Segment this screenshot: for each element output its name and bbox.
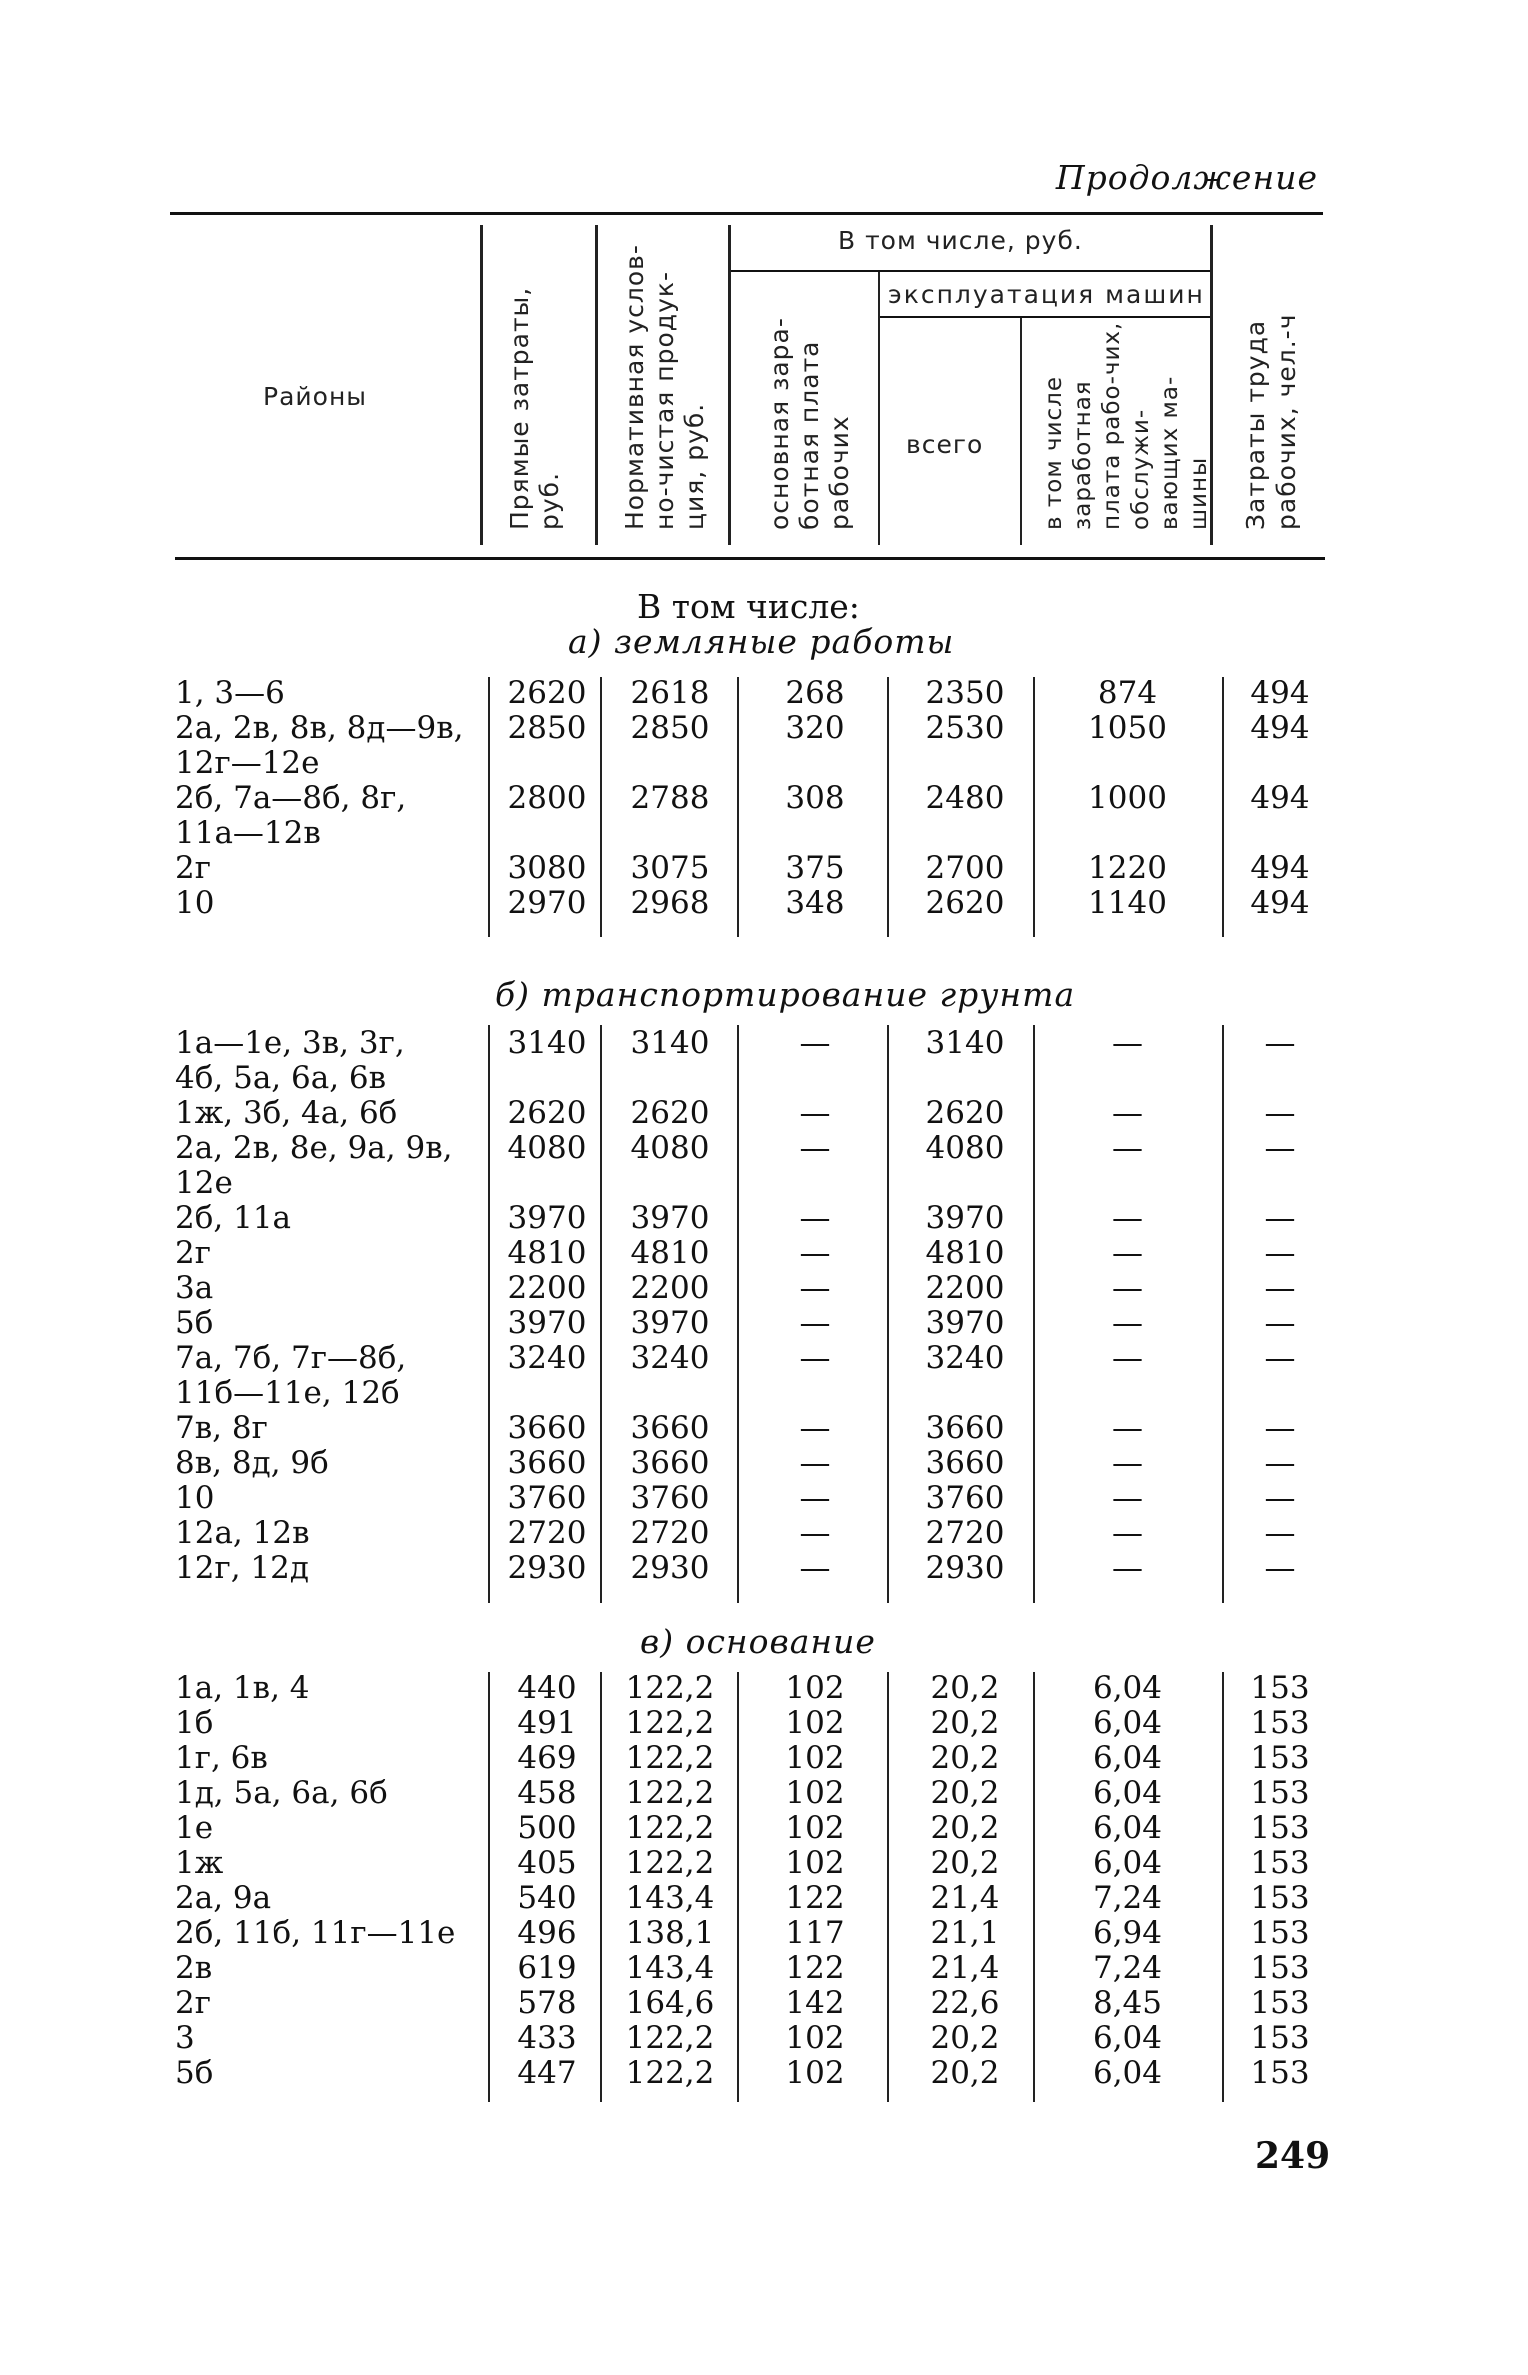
cell-normative: 122,2 (625, 1705, 715, 1741)
cell-machines-wage: 6,04 (1092, 1845, 1163, 1881)
cell-wage: — (799, 1410, 831, 1446)
cell-wage: — (799, 1235, 831, 1271)
cell-machines-wage: 6,04 (1092, 1670, 1163, 1706)
cell-machines-total: 3240 (925, 1340, 1005, 1376)
cell-machines-total: 2700 (925, 850, 1005, 886)
cell-normative: 2620 (630, 1095, 710, 1131)
cell-direct: 405 (517, 1845, 577, 1881)
header-normative: Нормативная услов-но-чистая продук-ция, руб. (620, 244, 709, 530)
cell-machines-wage: — (1112, 1200, 1143, 1236)
row-region: 2а, 2в, 8в, 8д—9в, (175, 710, 464, 746)
cell-normative: 3660 (630, 1445, 710, 1481)
row-region: 2г (175, 1985, 211, 2021)
cell-labor: — (1264, 1095, 1296, 1131)
cell-direct: 3760 (507, 1480, 587, 1516)
cell-machines-total: 20,2 (930, 1775, 1000, 1811)
cell-direct: 458 (517, 1775, 577, 1811)
header-top-rule (170, 212, 1323, 215)
table-row (0, 1670, 1528, 1706)
cell-normative: 2850 (630, 710, 710, 746)
table-row (0, 1095, 1528, 1131)
cell-normative: 3075 (630, 850, 710, 886)
table-row (0, 850, 1528, 886)
cell-direct: 500 (517, 1810, 577, 1846)
row-region: 2г (175, 850, 211, 886)
cell-machines-total: 2200 (925, 1270, 1005, 1306)
row-region: 1а—1е, 3в, 3г, (175, 1025, 405, 1061)
cell-labor: — (1264, 1515, 1296, 1551)
cell-wage: 102 (785, 1775, 845, 1811)
cell-wage: 348 (785, 885, 845, 921)
cell-wage: 117 (785, 1915, 845, 1951)
cell-normative: 3970 (630, 1305, 710, 1341)
table-row (0, 1165, 1528, 1201)
row-region: 3 (175, 2020, 195, 2056)
header-regions: Районы (263, 382, 368, 411)
cell-machines-wage: 6,04 (1092, 2020, 1163, 2056)
header-machines: эксплуатация машин (888, 280, 1205, 309)
row-region: 5б (175, 1305, 214, 1341)
table-row (0, 885, 1528, 921)
cell-machines-wage: 6,04 (1092, 1775, 1163, 1811)
cell-machines-total: 3970 (925, 1305, 1005, 1341)
row-region: 2б, 11а (175, 1200, 292, 1236)
cell-direct: 540 (517, 1880, 577, 1916)
cell-direct: 3970 (507, 1200, 587, 1236)
cell-machines-total: 3760 (925, 1480, 1005, 1516)
cell-normative: 2968 (630, 885, 710, 921)
row-region: 10 (175, 1480, 215, 1516)
header-sep-4 (878, 272, 880, 545)
cell-machines-total: 4810 (925, 1235, 1005, 1271)
cell-direct: 433 (517, 2020, 577, 2056)
cell-direct: 2800 (507, 780, 587, 816)
row-region: 1ж (175, 1845, 224, 1881)
cell-normative: 3140 (630, 1025, 710, 1061)
cell-machines-total: 2930 (925, 1550, 1005, 1586)
cell-labor: — (1264, 1480, 1296, 1516)
row-region: 2в (175, 1950, 213, 1986)
cell-labor: — (1264, 1340, 1296, 1376)
cell-wage: — (799, 1340, 831, 1376)
cell-machines-wage: 1220 (1088, 850, 1167, 886)
cell-machines-wage: 1140 (1088, 885, 1167, 921)
row-region: 5б (175, 2055, 214, 2091)
cell-machines-wage: — (1112, 1235, 1143, 1271)
cell-direct: 2850 (507, 710, 587, 746)
table-row (0, 1130, 1528, 1166)
table-row (0, 1445, 1528, 1481)
cell-machines-wage: 6,04 (1092, 1705, 1163, 1741)
cell-labor: 494 (1250, 885, 1310, 921)
cell-machines-wage: 6,04 (1092, 1740, 1163, 1776)
header-sep-5 (1020, 318, 1022, 545)
table-row (0, 1705, 1528, 1741)
table-row (0, 1060, 1528, 1096)
cell-labor: — (1264, 1305, 1296, 1341)
page-number: 249 (1255, 2135, 1331, 2177)
cell-wage: — (799, 1515, 831, 1551)
cell-normative: 122,2 (625, 2055, 715, 2091)
row-region: 1ж, 3б, 4а, 6б (175, 1095, 398, 1131)
cell-normative: 3240 (630, 1340, 710, 1376)
cell-direct: 2620 (507, 1095, 587, 1131)
cell-wage: 122 (785, 1880, 845, 1916)
cell-direct: 3140 (507, 1025, 587, 1061)
header-sep-2 (595, 225, 598, 545)
cell-normative: 122,2 (625, 1775, 715, 1811)
table-row (0, 1950, 1528, 1986)
cell-normative: 122,2 (625, 1810, 715, 1846)
row-region: 1е (175, 1810, 214, 1846)
cell-labor: — (1264, 1410, 1296, 1446)
cell-machines-wage: 6,04 (1092, 2055, 1163, 2091)
cell-machines-wage: — (1112, 1410, 1143, 1446)
header-total: всего (906, 430, 984, 459)
cell-machines-wage: — (1112, 1515, 1143, 1551)
cell-wage: — (799, 1480, 831, 1516)
cell-labor: 153 (1250, 1810, 1310, 1846)
cell-machines-total: 21,4 (930, 1880, 1000, 1916)
cell-direct: 3080 (507, 850, 587, 886)
cell-machines-wage: 7,24 (1092, 1880, 1163, 1916)
cell-direct: 578 (517, 1985, 577, 2021)
cell-wage: 268 (785, 675, 845, 711)
table-row (0, 1375, 1528, 1411)
table-row (0, 1740, 1528, 1776)
table-row (0, 1985, 1528, 2021)
cell-direct: 491 (517, 1705, 577, 1741)
cell-machines-total: 21,1 (930, 1915, 1000, 1951)
cell-normative: 2930 (630, 1550, 710, 1586)
table-row (0, 745, 1528, 781)
table-row (0, 1305, 1528, 1341)
table-row (0, 815, 1528, 851)
table-row (0, 2020, 1528, 2056)
cell-labor: 153 (1250, 1880, 1310, 1916)
cell-machines-total: 2620 (925, 1095, 1005, 1131)
cell-wage: — (799, 1095, 831, 1131)
header-including: В том числе, руб. (838, 226, 1083, 255)
cell-machines-total: 2530 (925, 710, 1005, 746)
row-region: 12е (175, 1165, 233, 1201)
cell-machines-wage: 8,45 (1092, 1985, 1163, 2021)
cell-machines-wage: 1000 (1088, 780, 1167, 816)
cell-normative: 164,6 (625, 1985, 715, 2021)
cell-wage: — (799, 1025, 831, 1061)
cell-direct: 447 (517, 2055, 577, 2091)
table-row (0, 710, 1528, 746)
cell-machines-total: 3660 (925, 1410, 1005, 1446)
row-region: 2б, 11б, 11г—11е (175, 1915, 456, 1951)
continuation-label: Продолжение (1055, 158, 1318, 197)
cell-machines-total: 2620 (925, 885, 1005, 921)
cell-machines-wage: 7,24 (1092, 1950, 1163, 1986)
cell-machines-wage: — (1112, 1305, 1143, 1341)
row-region: 1г, 6в (175, 1740, 268, 1776)
cell-machines-total: 3140 (925, 1025, 1005, 1061)
cell-wage: 320 (785, 710, 845, 746)
cell-normative: 138,1 (625, 1915, 715, 1951)
cell-labor: 153 (1250, 1705, 1310, 1741)
cell-labor: 153 (1250, 2055, 1310, 2091)
row-region: 11а—12в (175, 815, 321, 851)
cell-labor: 494 (1250, 710, 1310, 746)
cell-direct: 3660 (507, 1445, 587, 1481)
row-region: 10 (175, 885, 215, 921)
cell-labor: — (1264, 1025, 1296, 1061)
cell-normative: 4080 (630, 1130, 710, 1166)
cell-wage: 102 (785, 2020, 845, 2056)
section-title: б) транспортирование грунта (495, 975, 1076, 1014)
cell-machines-total: 20,2 (930, 1705, 1000, 1741)
table-row (0, 1270, 1528, 1306)
row-region: 12а, 12в (175, 1515, 310, 1551)
cell-labor: 153 (1250, 1950, 1310, 1986)
cell-normative: 122,2 (625, 1740, 715, 1776)
cell-wage: 102 (785, 1845, 845, 1881)
cell-direct: 2200 (507, 1270, 587, 1306)
cell-wage: — (799, 1130, 831, 1166)
cell-labor: — (1264, 1235, 1296, 1271)
cell-machines-total: 20,2 (930, 1740, 1000, 1776)
row-region: 7а, 7б, 7г—8б, (175, 1340, 407, 1376)
cell-machines-total: 20,2 (930, 2020, 1000, 2056)
row-region: 1д, 5а, 6а, 6б (175, 1775, 388, 1811)
cell-normative: 2720 (630, 1515, 710, 1551)
row-region: 2г (175, 1235, 211, 1271)
cell-labor: — (1264, 1130, 1296, 1166)
row-region: 1б (175, 1705, 214, 1741)
cell-direct: 2970 (507, 885, 587, 921)
cell-normative: 4810 (630, 1235, 710, 1271)
header-sep-3 (728, 225, 731, 545)
cell-wage: — (799, 1200, 831, 1236)
table-row (0, 1235, 1528, 1271)
table-row (0, 1550, 1528, 1586)
table-row (0, 1775, 1528, 1811)
cell-direct: 3240 (507, 1340, 587, 1376)
row-region: 2а, 2в, 8е, 9а, 9в, (175, 1130, 453, 1166)
table-row (0, 675, 1528, 711)
cell-normative: 2788 (630, 780, 710, 816)
cell-machines-total: 4080 (925, 1130, 1005, 1166)
cell-normative: 3760 (630, 1480, 710, 1516)
row-region: 2а, 9а (175, 1880, 272, 1916)
cell-machines-total: 20,2 (930, 1810, 1000, 1846)
cell-labor: — (1264, 1200, 1296, 1236)
header-labor: Затраты труда рабочих, чел.-ч (1241, 313, 1301, 530)
cell-machines-wage: — (1112, 1025, 1143, 1061)
cell-direct: 2720 (507, 1515, 587, 1551)
cell-machines-wage: — (1112, 1480, 1143, 1516)
cell-labor: 153 (1250, 2020, 1310, 2056)
table-row (0, 1515, 1528, 1551)
cell-wage: 308 (785, 780, 845, 816)
row-region: 12г—12е (175, 745, 320, 781)
table-row (0, 1410, 1528, 1446)
cell-normative: 122,2 (625, 2020, 715, 2056)
row-region: 1, 3—6 (175, 675, 285, 711)
cell-direct: 619 (517, 1950, 577, 1986)
cell-labor: 494 (1250, 675, 1310, 711)
header-direct-costs: Прямые затраты, руб. (505, 286, 564, 530)
cell-wage: 102 (785, 1810, 845, 1846)
cell-normative: 122,2 (625, 1845, 715, 1881)
cell-labor: 153 (1250, 1740, 1310, 1776)
cell-machines-total: 2480 (925, 780, 1005, 816)
table-row (0, 1915, 1528, 1951)
cell-labor: 153 (1250, 1985, 1310, 2021)
cell-labor: — (1264, 1550, 1296, 1586)
row-region: 11б—11е, 12б (175, 1375, 400, 1411)
cell-machines-total: 20,2 (930, 1845, 1000, 1881)
table-row (0, 1810, 1528, 1846)
cell-machines-total: 2350 (925, 675, 1005, 711)
cell-normative: 2200 (630, 1270, 710, 1306)
section-intro: В том числе: (637, 587, 860, 626)
table-row (0, 1025, 1528, 1061)
table-row (0, 1480, 1528, 1516)
table-row (0, 780, 1528, 816)
cell-wage: 375 (785, 850, 845, 886)
header-base-wage: основная зара-ботная плата рабочих (765, 317, 854, 530)
cell-direct: 3970 (507, 1305, 587, 1341)
cell-direct: 2930 (507, 1550, 587, 1586)
table-row (0, 1845, 1528, 1881)
cell-machines-wage: 6,94 (1092, 1915, 1163, 1951)
cell-machines-total: 3660 (925, 1445, 1005, 1481)
header-sep-1 (480, 225, 483, 545)
cell-wage: 102 (785, 1670, 845, 1706)
cell-machines-wage: — (1112, 1130, 1143, 1166)
cell-machines-wage: 6,04 (1092, 1810, 1163, 1846)
cell-wage: 142 (785, 1985, 845, 2021)
table-row (0, 1200, 1528, 1236)
row-region: 2б, 7а—8б, 8г, (175, 780, 407, 816)
row-region: 8в, 8д, 9б (175, 1445, 329, 1481)
cell-wage: 102 (785, 1705, 845, 1741)
cell-machines-wage: — (1112, 1340, 1143, 1376)
cell-labor: — (1264, 1270, 1296, 1306)
cell-direct: 440 (517, 1670, 577, 1706)
cell-direct: 469 (517, 1740, 577, 1776)
cell-machines-wage: — (1112, 1550, 1143, 1586)
table-row (0, 1880, 1528, 1916)
cell-direct: 496 (517, 1915, 577, 1951)
cell-wage: 122 (785, 1950, 845, 1986)
cell-normative: 3660 (630, 1410, 710, 1446)
section-title: в) основание (640, 1622, 876, 1661)
cell-wage: — (799, 1270, 831, 1306)
cell-machines-total: 3970 (925, 1200, 1005, 1236)
cell-normative: 143,4 (625, 1880, 715, 1916)
cell-labor: 494 (1250, 850, 1310, 886)
cell-labor: 153 (1250, 1845, 1310, 1881)
cell-machines-wage: 874 (1097, 675, 1158, 711)
header-bottom-rule (175, 557, 1325, 560)
cell-labor: — (1264, 1445, 1296, 1481)
cell-normative: 143,4 (625, 1950, 715, 1986)
cell-labor: 153 (1250, 1915, 1310, 1951)
cell-labor: 494 (1250, 780, 1310, 816)
row-region: 12г, 12д (175, 1550, 309, 1586)
cell-machines-total: 2720 (925, 1515, 1005, 1551)
cell-machines-wage: — (1112, 1270, 1143, 1306)
row-region: 7в, 8г (175, 1410, 268, 1446)
cell-labor: 153 (1250, 1775, 1310, 1811)
including-rule (728, 270, 1210, 272)
table-row (0, 2055, 1528, 2091)
cell-machines-total: 21,4 (930, 1950, 1000, 1986)
cell-wage: — (799, 1445, 831, 1481)
cell-machines-wage: — (1112, 1095, 1143, 1131)
cell-machines-total: 22,6 (930, 1985, 1000, 2021)
cell-direct: 3660 (507, 1410, 587, 1446)
section-title: а) земляные работы (568, 622, 955, 661)
cell-machines-total: 20,2 (930, 1670, 1000, 1706)
cell-direct: 4810 (507, 1235, 587, 1271)
cell-direct: 2620 (507, 675, 587, 711)
cell-normative: 3970 (630, 1200, 710, 1236)
cell-wage: 102 (785, 1740, 845, 1776)
cell-normative: 122,2 (625, 1670, 715, 1706)
cell-normative: 2618 (630, 675, 710, 711)
cell-wage: — (799, 1550, 831, 1586)
cell-labor: 153 (1250, 1670, 1310, 1706)
cell-wage: 102 (785, 2055, 845, 2091)
row-region: 3а (175, 1270, 214, 1306)
row-region: 4б, 5а, 6а, 6в (175, 1060, 387, 1096)
cell-machines-wage: 1050 (1088, 710, 1167, 746)
row-region: 1а, 1в, 4 (175, 1670, 310, 1706)
cell-direct: 4080 (507, 1130, 587, 1166)
cell-machines-wage: — (1112, 1445, 1143, 1481)
table-row (0, 1340, 1528, 1376)
cell-machines-total: 20,2 (930, 2055, 1000, 2091)
cell-wage: — (799, 1305, 831, 1341)
header-incl-wage: в том числе заработная плата рабо-чих, обслужи-вающих ма-шины (1041, 321, 1212, 530)
